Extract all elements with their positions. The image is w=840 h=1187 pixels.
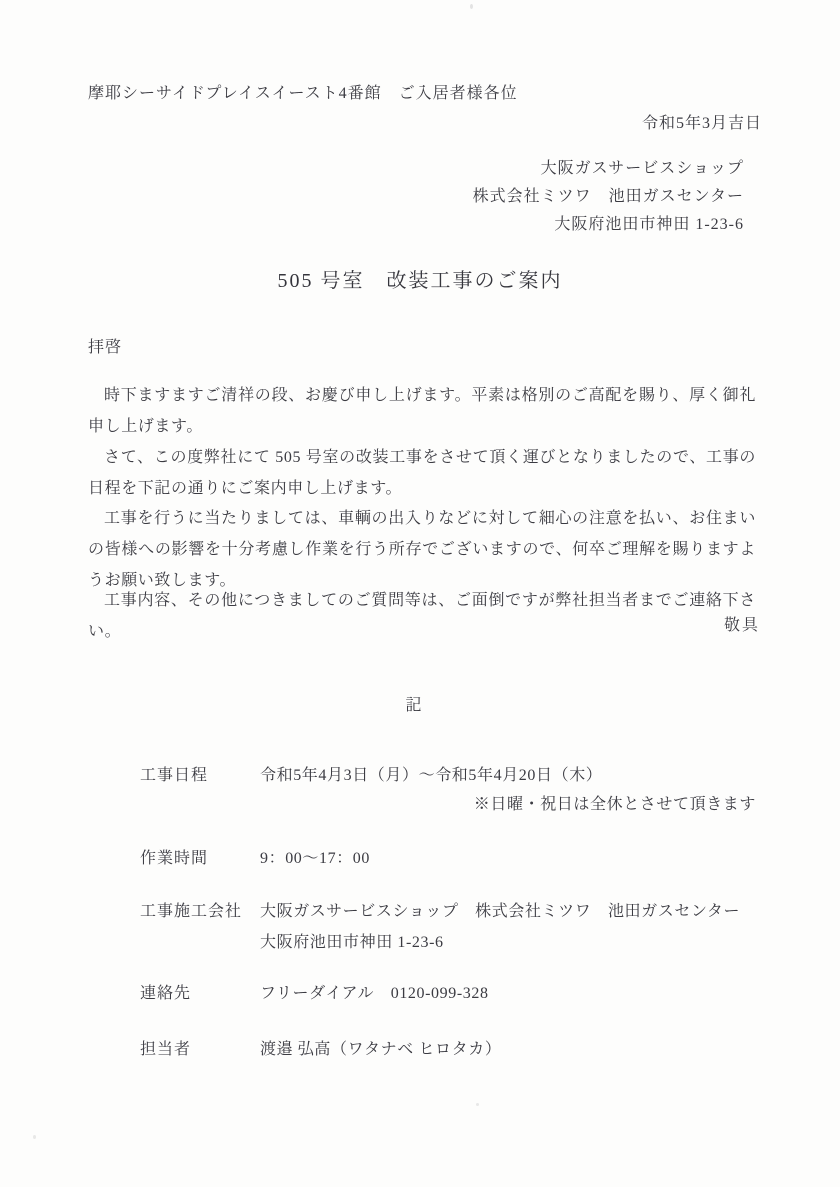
body-paragraph-group-1 (88, 380, 756, 504)
scan-speck (470, 4, 473, 9)
record-marker: 記 (405, 697, 423, 714)
sender-shop: 大阪ガスサービスショップ (540, 160, 744, 177)
salutation: 拝啓 (88, 339, 123, 356)
body-paragraph-group-3 (88, 585, 756, 647)
person-value: 渡邉 弘高（ワタナベ ヒロタカ） (260, 1041, 502, 1058)
sender-address: 大阪府池田市神田 1-23-6 (554, 216, 744, 233)
schedule-label: 工事日程 (140, 767, 209, 784)
date-line: 令和5年3月吉日 (641, 115, 762, 132)
recipient-line: 摩耶シーサイドプレイスイースト4番館 ご入居者様各位 (88, 85, 518, 102)
greeting-paragraph: 時下ますますご清祥の段、お慶び申し上げます。平素は格別のご高配を賜り、厚く御礼申し上げます。 (88, 387, 756, 435)
detail-row-hours (140, 843, 756, 874)
phone-value: フリーダイアル 0120-099-328 (260, 985, 489, 1002)
contractor-address: 大阪府池田市神田 1-23-6 (260, 934, 444, 951)
sender-company: 株式会社ミツワ 池田ガスセンター (472, 188, 744, 205)
announcement-paragraph: さて、この度弊社にて 505 号室の改装工事をさせて頂く運びとなりましたので、工事の日程を下記の通りにご案内申し上げます。 (88, 449, 756, 497)
contractor-value: 大阪ガスサービスショップ 株式会社ミツワ 池田ガスセンター (260, 903, 741, 920)
closing-word: 敬具 (723, 617, 760, 634)
page-title: 505 号室 改装工事のご案内 (277, 270, 563, 292)
sender-block (473, 155, 744, 239)
detail-row-contractor (140, 896, 756, 958)
consideration-paragraph: 工事を行うに当たりましては、車輌の出入りなどに対して細心の注意を払い、お住まいの皆様への影響を十分考慮し作業を行う所存でございますので、何卒ご理解を賜りますようお願い致します。 (88, 510, 756, 589)
phone-label: 連絡先 (140, 985, 192, 1002)
body-paragraph-group-2 (88, 503, 756, 596)
detail-row-phone (140, 978, 756, 1009)
scan-speck (33, 1135, 36, 1139)
scan-speck (476, 1103, 479, 1106)
schedule-value: 令和5年4月3日（月）～令和5年4月20日（木） (260, 767, 603, 784)
contractor-label: 工事施工会社 (140, 903, 243, 920)
hours-value: 9：00～17：00 (260, 850, 370, 867)
hours-label: 作業時間 (140, 850, 209, 867)
detail-row-schedule (140, 760, 756, 791)
contact-request-paragraph: 工事内容、その他につきましてのご質問等は、ご面倒ですが弊社担当者までご連絡下さい。 (88, 592, 756, 640)
schedule-note: ※日曜・祝日は全休とさせて頂きます (473, 796, 756, 813)
person-label: 担当者 (140, 1041, 192, 1058)
detail-row-person (140, 1034, 756, 1065)
